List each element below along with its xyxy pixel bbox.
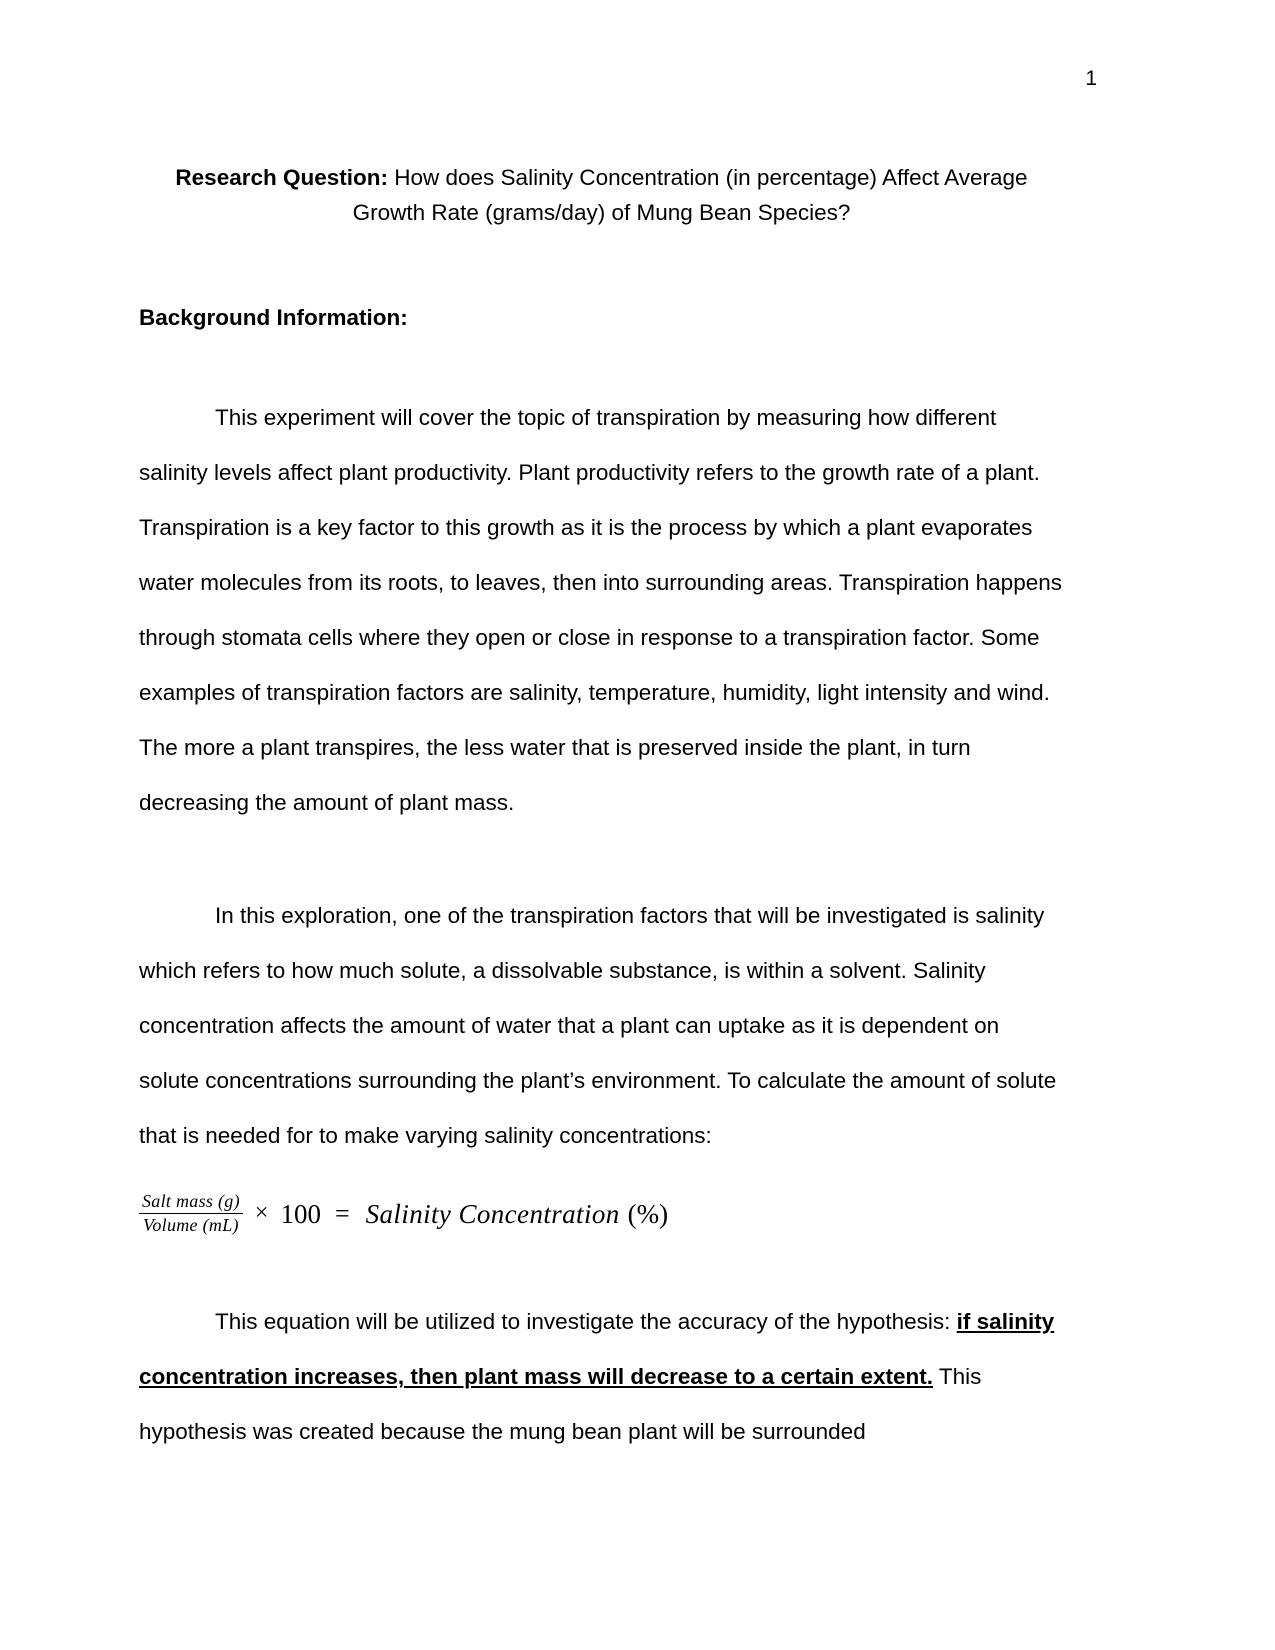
- document-body: [139, 160, 1064, 1459]
- equation-fraction: [139, 1191, 243, 1236]
- hypothesis-lead-text: This equation will be utilized to investigate the accuracy of the hypothesis:: [215, 1309, 957, 1335]
- multiplication-sign: ×: [254, 1200, 269, 1227]
- equation-numerator: Salt mass (g): [139, 1191, 243, 1214]
- paragraph-background-1: This experiment will cover the topic of transpiration by measuring how different salinity levels affect plant productivity. Plant productivity refers to the growth rate of a plant. Transpiration is a key factor to this growth as it is the process by which a plant evaporates water molecules from its roots, to leaves, then into surrounding areas. Transpiration happens through stomata cells where they open or close in response to a transpiration factor. Some examples of transpiration factors are salinity, temperature, humidity, light intensity and wind. The more a plant transpires, the less water that is preserved inside the plant, in turn decreasing the amount of plant mass.: [139, 405, 1062, 815]
- salinity-concentration-equation: [139, 1191, 1064, 1236]
- hypothesis-statement: if salinity concentration increases, then plant mass will decrease to a certain extent.: [139, 1309, 1055, 1390]
- hypothesis-tail-text: This hypothesis was created because the mung bean plant will be surrounded: [139, 1364, 982, 1445]
- research-question-text: How does Salinity Concentration (in percentage) Affect Average Growth Rate (grams/day) of Mung Bean Species?: [352, 165, 1028, 225]
- equation-multiplier: 100: [280, 1198, 321, 1229]
- page-number: 1: [1085, 67, 1097, 90]
- spacer: [139, 1163, 1064, 1191]
- equation-denominator: Volume (mL): [143, 1215, 239, 1236]
- heading-background-information: Background Information:: [139, 305, 408, 330]
- spacer: [139, 1236, 1064, 1294]
- equation-result-unit: (%): [627, 1198, 669, 1229]
- paragraph-hypothesis: [139, 1294, 1064, 1459]
- spacer: [139, 230, 1064, 300]
- equation-result-label: Salinity Concentration: [365, 1198, 620, 1229]
- equals-sign: =: [334, 1199, 350, 1229]
- spacer: [139, 335, 1064, 390]
- spacer: [139, 830, 1064, 888]
- research-question-label: Research Question:: [175, 165, 388, 190]
- paragraph-background-2: In this exploration, one of the transpiration factors that will be investigated is salinity which refers to how much solute, a dissolvable substance, is within a solvent. Salinity concentration affects the amount of water that a plant can uptake as it is dependent on solute concentrations surrounding the plant’s environment. To calculate the amount of solute that is needed for to make varying salinity concentrations:: [139, 903, 1057, 1148]
- research-question-block: [139, 160, 1064, 230]
